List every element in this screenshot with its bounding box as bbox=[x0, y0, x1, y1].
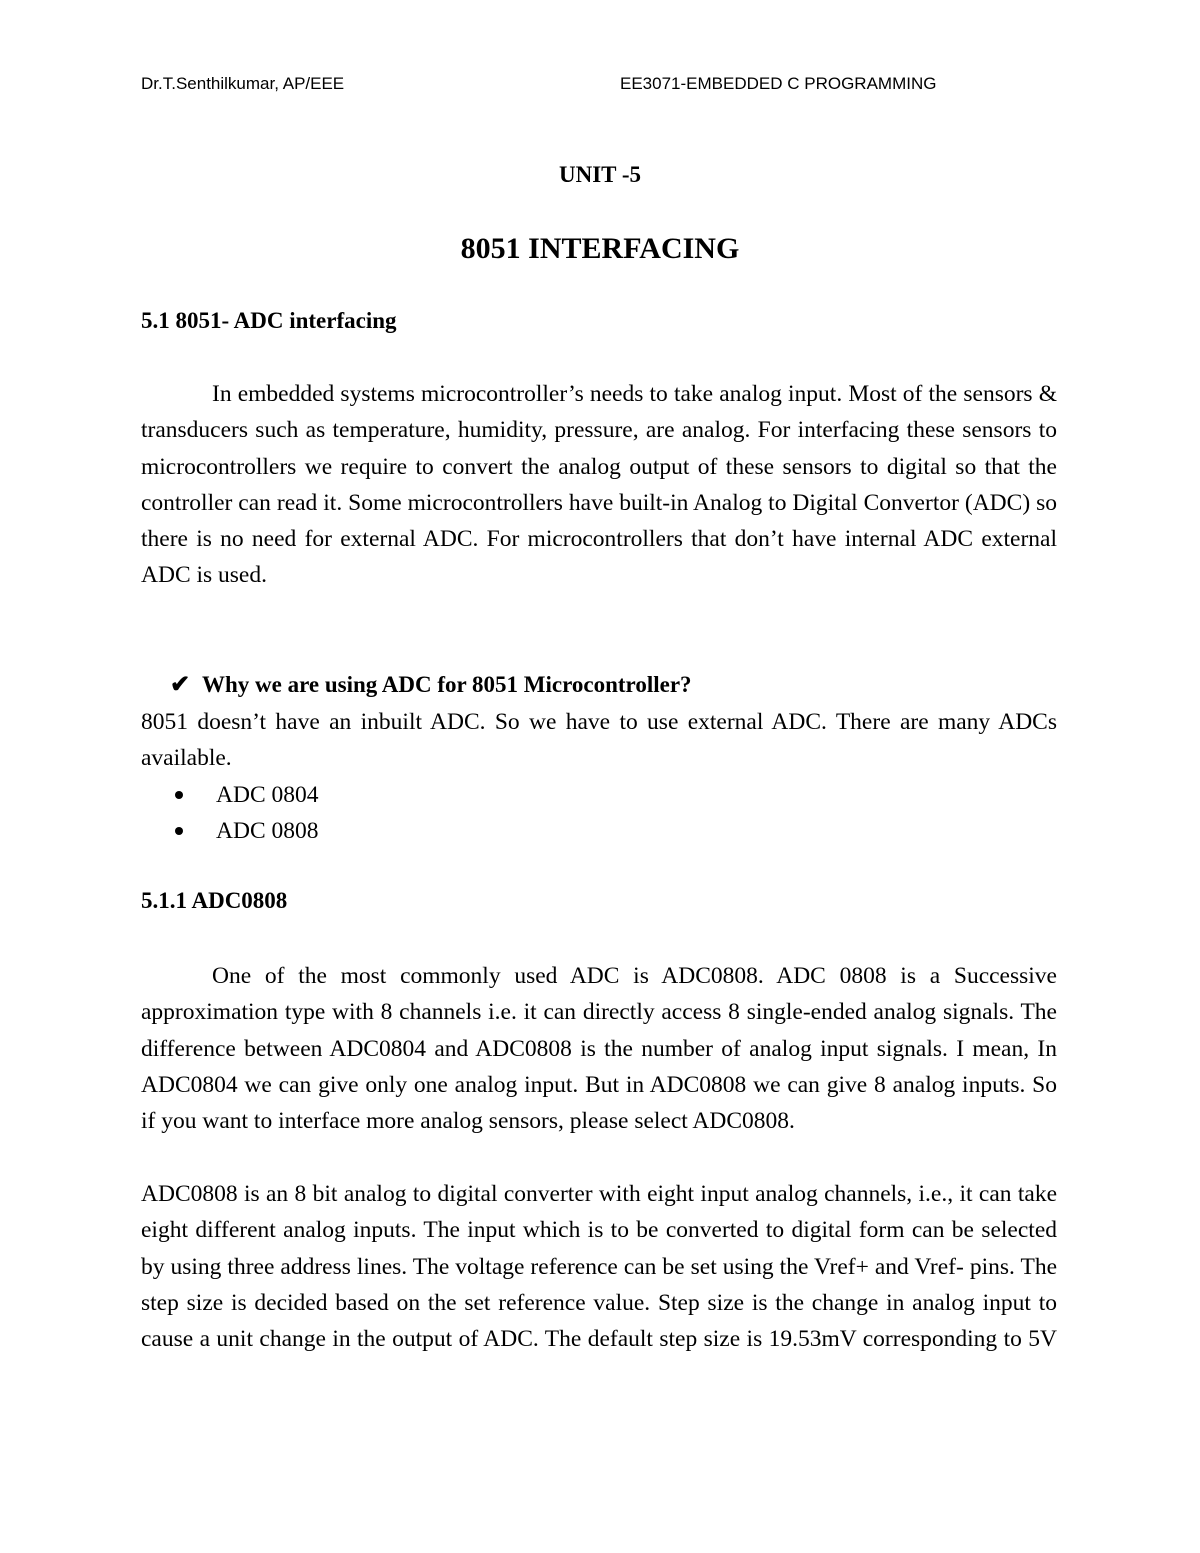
checkmark-icon: ✔ bbox=[170, 672, 191, 698]
header-author: Dr.T.Senthilkumar, AP/EEE bbox=[141, 74, 345, 93]
why-answer-paragraph: 8051 doesn’t have an inbuilt ADC. So we have to use external ADC. There are many ADCs available. bbox=[141, 709, 1057, 772]
why-question-text: Why we are using ADC for 8051 Microcontroller? bbox=[202, 672, 692, 697]
intro-paragraph-text: In embedded systems microcontroller’s needs to take analog input. Most of the sensors & transducers such as temperature, humidity, pressure, are analog. For interfacing these sensors to microcontrollers we require to convert the analog output of these sensors to digital so that the controller can read it. Some microcontrollers have built-in Analog to Digital Convertor (ADC) so there is no need for external ADC. For microcontrollers that don’t have internal ADC external ADC is used. bbox=[141, 381, 1057, 589]
bullet-icon bbox=[175, 827, 183, 835]
section-heading-adc-interfacing: 5.1 8051- ADC interfacing bbox=[141, 308, 397, 333]
adc0808-paragraph-1 bbox=[141, 958, 1057, 1139]
intro-paragraph bbox=[141, 376, 1057, 594]
adc-list bbox=[170, 777, 319, 850]
page-title: 8051 INTERFACING bbox=[460, 232, 740, 265]
list-item-label: ADC 0804 bbox=[216, 782, 319, 808]
header-course: EE3071-EMBEDDED C PROGRAMMING bbox=[620, 74, 937, 93]
page-header bbox=[0, 74, 1200, 98]
list-item bbox=[170, 813, 319, 849]
list-item bbox=[170, 777, 319, 813]
bullet-icon bbox=[175, 791, 183, 799]
unit-label: UNIT -5 bbox=[558, 162, 641, 187]
adc0808-paragraph-2: ADC0808 is an 8 bit analog to digital converter with eight input analog channels, i.e., it can take eight different analog inputs. The input which is to be converted to digital form can be selected by using three address lines. The voltage reference can be set using the Vref+ and Vref- pins. The step size is decided based on the set reference value. Step size is the change in analog input to cause a unit change in the output of ADC. The default step size is 19.53mV corresponding to 5V bbox=[141, 1181, 1057, 1353]
why-question bbox=[170, 670, 692, 699]
section-heading-adc0808: 5.1.1 ADC0808 bbox=[141, 888, 288, 913]
list-item-label: ADC 0808 bbox=[216, 818, 319, 845]
adc0808-paragraph-1-text: One of the most commonly used ADC is ADC0808. ADC 0808 is a Successive approximation type with 8 channels i.e. it can directly access 8 single-ended analog signals. The difference between ADC0804 and ADC0808 is the number of analog input signals. I mean, In ADC0804 we can give only one analog input. But in ADC0808 we can give 8 analog inputs. So if you want to interface more analog sensors, please select ADC0808. bbox=[141, 963, 1057, 1135]
